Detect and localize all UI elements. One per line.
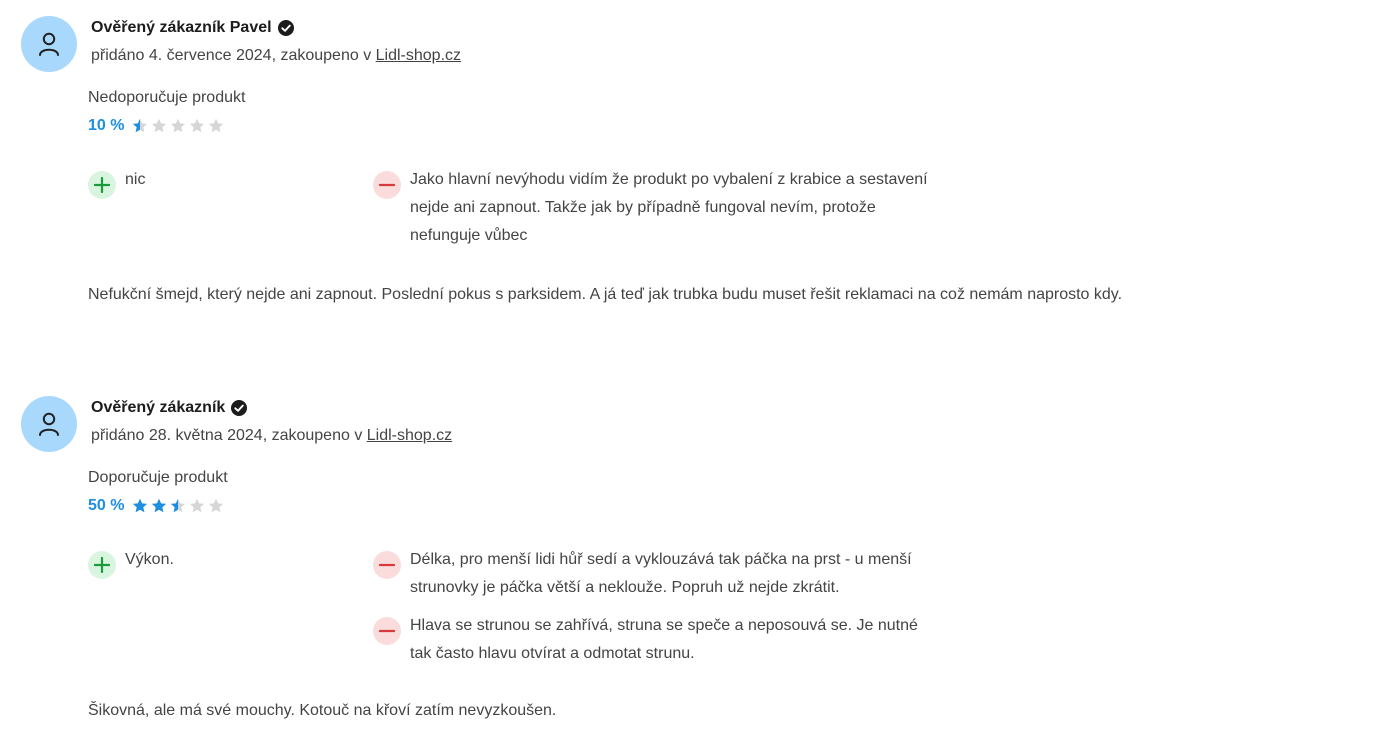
star-icon [170,118,186,134]
star-icon [208,118,224,134]
pro-text: nic [125,171,146,188]
star-rating [132,498,224,514]
shop-link[interactable]: Lidl-shop.cz [375,47,462,64]
star-icon [189,498,205,514]
minus-icon [373,551,401,579]
rating-percent: 50 % [88,497,125,514]
pro-item [88,552,174,579]
review-text: Nefukční šmejd, který nejde ani zapnout. Poslední pokus s parksidem. A já teď jak trubka budu muset řešit reklamaci na což nemám naprosto kdy. [88,286,1123,303]
pro-item [88,172,145,199]
star-icon [151,118,167,134]
review-date: přidáno 28. května 2024, zakoupeno v [91,427,367,444]
user-icon [37,31,61,57]
con-text: Jako hlavní nevýhodu vidím že produkt po vybalení z krabice a sestavení nejde ani zapnout. Takže jak by případně fungoval nevím, protože nefunguje vůbec [410,171,928,244]
star-icon [189,118,205,134]
star-icon [132,118,148,134]
review-text: Šikovná, ale má své mouchy. Kotouč na křoví zatím nevyzkoušen. [88,702,557,719]
rating [88,117,224,135]
verified-check-icon [278,20,294,36]
con-item [373,552,933,602]
recommendation-label: Nedoporučuje produkt [88,89,246,106]
star-icon [170,498,186,514]
star-rating [132,118,224,134]
pro-text: Výkon. [125,551,174,568]
avatar [21,16,77,72]
plus-icon [88,551,116,579]
minus-icon [373,617,401,645]
star-icon [132,498,148,514]
con-text: Délka, pro menší lidi hůř sedí a vyklouzává tak páčka na prst - u menší strunovky je páčka větší a neklouže. Popruh už nejde zkrátit. [410,551,912,596]
review-author [91,19,294,37]
shop-link[interactable]: Lidl-shop.cz [366,427,453,444]
star-icon [151,498,167,514]
con-item [373,172,933,250]
review-date: přidáno 4. července 2024, zakoupeno v [91,47,376,64]
plus-icon [88,171,116,199]
rating [88,497,224,515]
con-item [373,618,933,668]
avatar [21,396,77,452]
recommendation-label: Doporučuje produkt [88,469,228,486]
author-name: Ověřený zákazník Pavel [91,19,272,36]
verified-check-icon [231,400,247,416]
author-name: Ověřený zákazník [91,399,226,416]
review-author [91,399,247,417]
review-meta [91,427,452,445]
con-text: Hlava se strunou se zahřívá, struna se speče a neposouvá se. Je nutné tak často hlavu otvírat a odmotat strunu. [410,617,918,662]
user-icon [37,411,61,437]
review-meta [91,47,461,65]
star-icon [208,498,224,514]
rating-percent: 10 % [88,117,125,134]
minus-icon [373,171,401,199]
